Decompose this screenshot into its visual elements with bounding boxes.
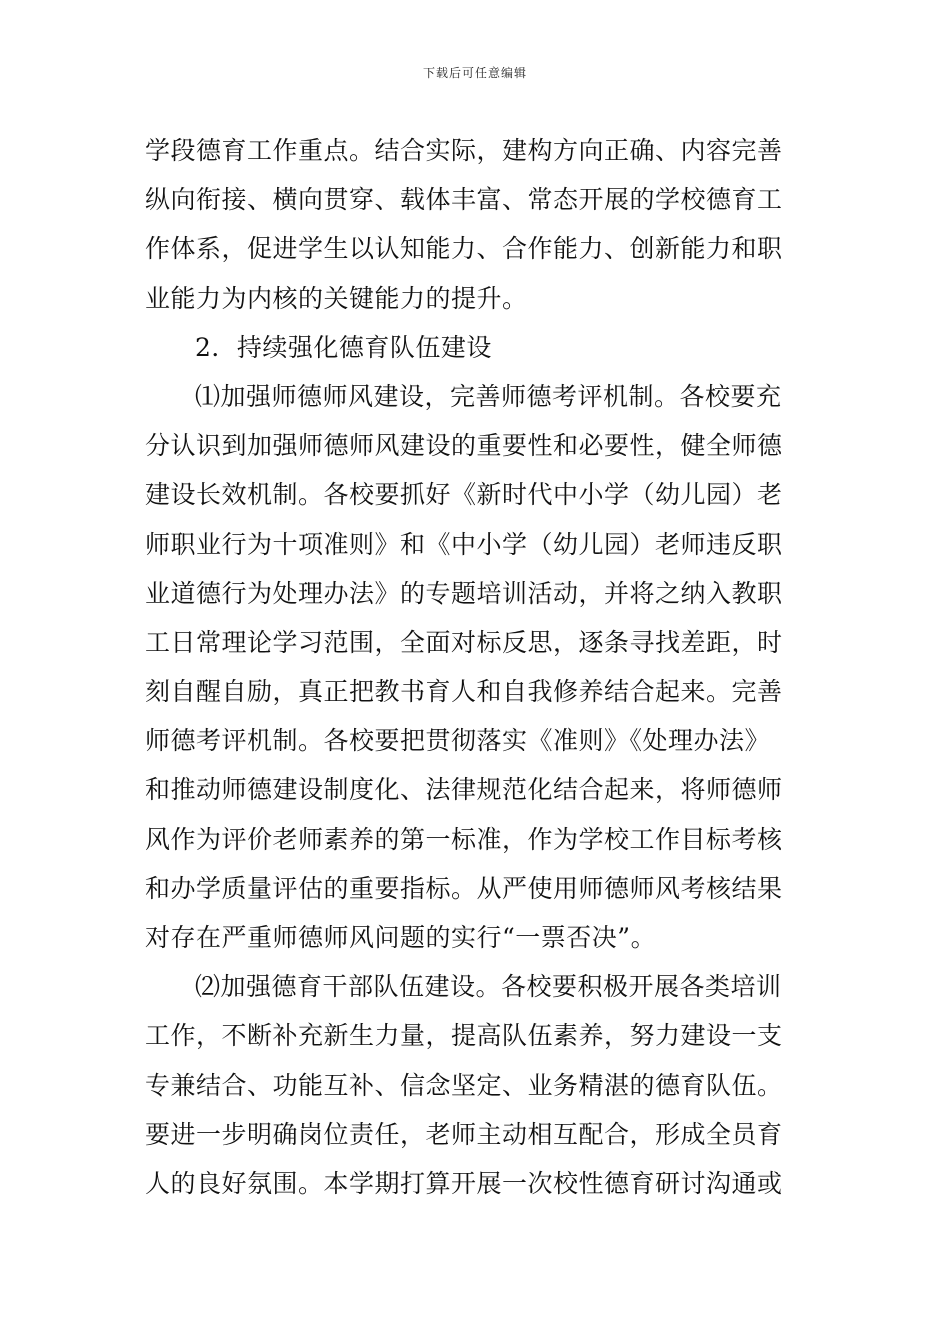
text-line: 对存在严重师德师风问题的实行“一票否决”。 [145, 923, 657, 952]
text-line: 要进一步明确岗位责任，老师主动相互配合，形成全员育 [145, 1119, 783, 1149]
document-body [145, 126, 815, 1208]
text-line: 学段德育工作重点。结合实际，建构方向正确、内容完善 [145, 136, 783, 165]
text-line: 业道德行为处理办法》的专题培训活动，并将之纳入教职 [145, 578, 783, 608]
text-line: 建设长效机制。各校要抓好《新时代中小学（幼儿园）老 [145, 480, 783, 510]
section-heading: 2．持续强化德育队伍建设 [195, 332, 492, 362]
page-header: 下载后可任意编辑 [422, 66, 527, 80]
text-line: 师职业行为十项准则》和《中小学（幼儿园）老师违反职 [145, 529, 783, 559]
text-line: 纵向衔接、横向贯穿、载体丰富、常态开展的学校德育工 [145, 185, 783, 215]
text-line: 作体系，促进学生以认知能力、合作能力、创新能力和职 [145, 234, 783, 264]
text-line: 专兼结合、功能互补、信念坚定、业务精湛的德育队伍。 [145, 1070, 783, 1100]
paragraph-start-line: ⑴加强师德师风建设，完善师德考评机制。各校要充 [195, 381, 782, 411]
text-line: 刻自醒自励，真正把教书育人和自我修养结合起来。完善 [145, 677, 783, 707]
text-line: 工日常理论学习范围，全面对标反思，逐条寻找差距，时 [145, 627, 783, 657]
text-line: 师德考评机制。各校要把贯彻落实《准则》《处理办法》 [145, 726, 771, 756]
text-line: 业能力为内核的关键能力的提升。 [145, 283, 528, 313]
text-line: 分认识到加强师德师风建设的重要性和必要性，健全师德 [145, 431, 783, 461]
text-line: 工作，不断补充新生力量，提高队伍素养，努力建设一支 [145, 1021, 783, 1051]
text-line: 风作为评价老师素养的第一标准，作为学校工作目标考核 [145, 824, 783, 854]
text-line: 和办学质量评估的重要指标。从严使用师德师风考核结果 [145, 873, 783, 903]
text-line: 和推动师德建设制度化、法律规范化结合起来，将师德师 [145, 775, 783, 805]
text-line: 人的良好氛围。本学期打算开展一次校性德育研讨沟通或 [145, 1168, 783, 1198]
paragraph-start-line: ⑵加强德育干部队伍建设。各校要积极开展各类培训 [195, 972, 782, 1002]
